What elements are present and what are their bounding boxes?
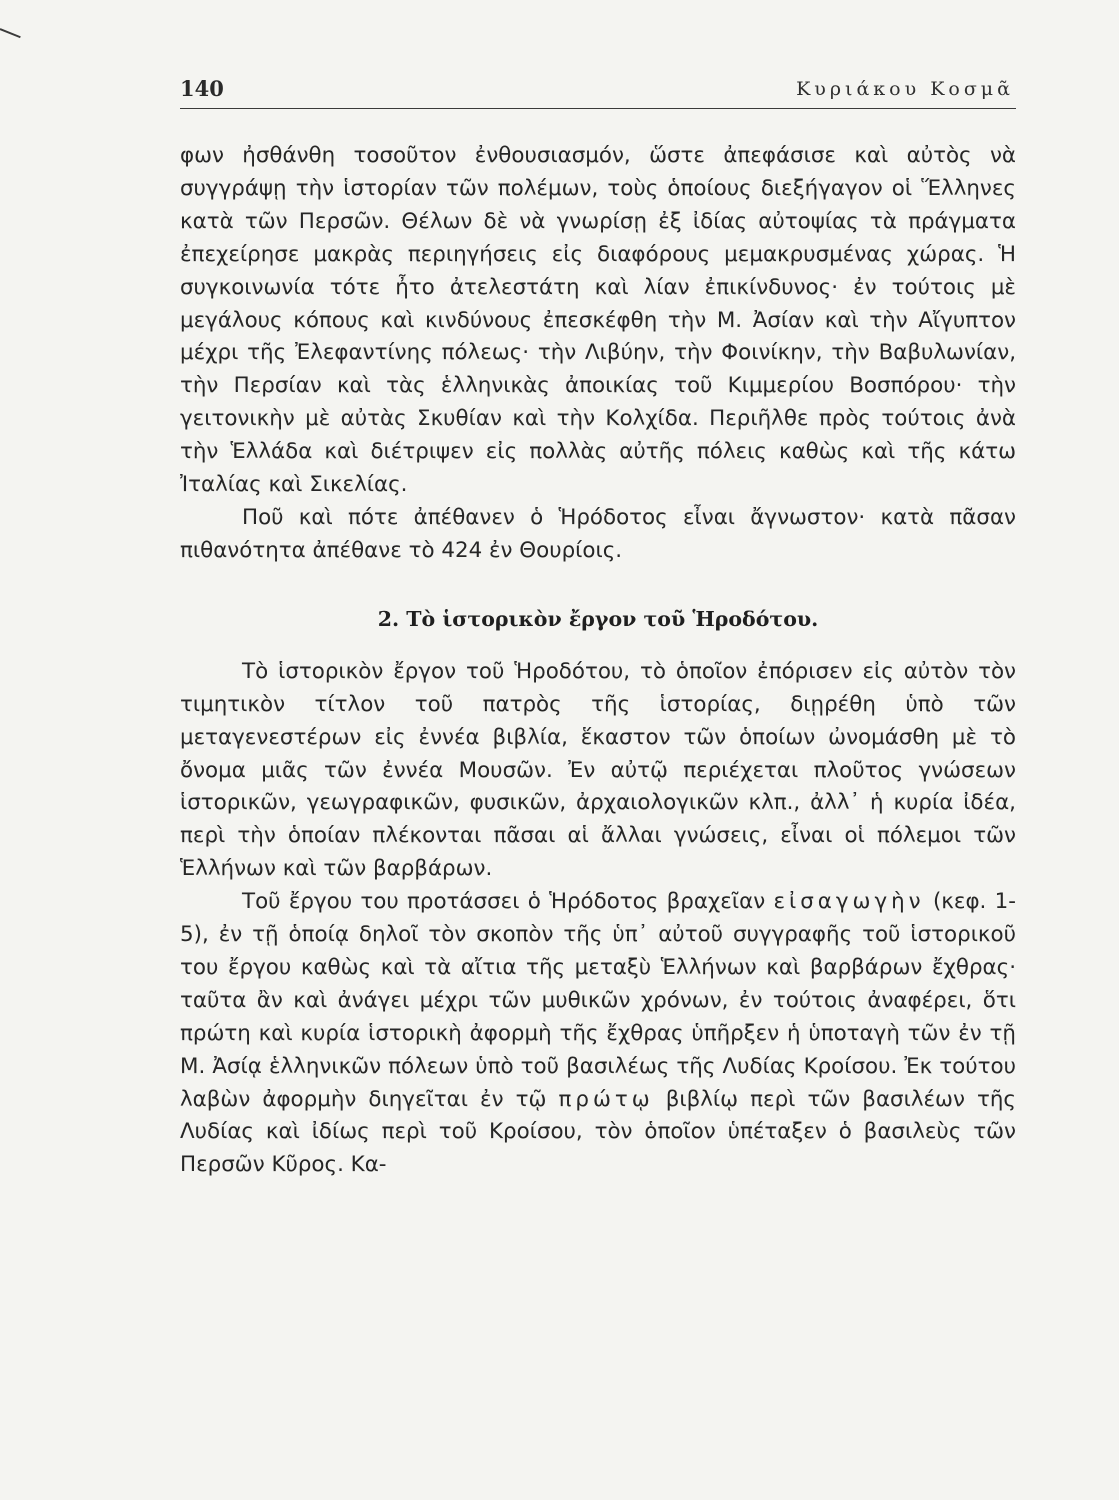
spaced-term-first: πρώτῳ	[558, 1086, 654, 1112]
paragraph-4-part-a: Τοῦ ἔργου του προτάσσει ὁ Ἡρόδοτος βραχεῖαν	[242, 889, 766, 915]
paragraph-4-part-c: βιβλίῳ περὶ τῶν βασιλέων τῆς Λυδίας καὶ ἰδίως περὶ τοῦ Κροίσου, τὸν ὁποῖον ὑπέταξεν ὁ βασιλεὺς τῶν Περσῶν Κῦρος. Κα-	[180, 1086, 1016, 1178]
paragraph-4-part-b: (κεφ. 1-5), ἐν τῇ ὁποίᾳ δηλοῖ τὸν σκοπὸν τῆς ὑπ᾽ αὐτοῦ συγγραφῆς τοῦ ἱστορικοῦ του ἔργου καθὼς καὶ τὰ αἴτια τῆς μεταξὺ Ἑλλήνων καὶ βαρβάρων ἔχθρας· ταῦτα ἂν καὶ ἀνάγει μέχρι τῶν μυθικῶν χρόνων, ἐν τούτοις ἀναφέρει, ὅτι πρώτη καὶ κυρία ἱστορικὴ ἀφορμὴ τῆς ἔχθρας ὑπῆρξεν ἡ ὑποταγὴ τῶν ἐν τῇ Μ. Ἀσίᾳ ἑλληνικῶν πόλεων ὑπὸ τοῦ βασιλέως τῆς Λυδίας Κροίσου. Ἐκ τούτου λαβὼν ἀφορμὴν διηγεῖται ἐν τῷ	[180, 889, 1016, 1112]
scan-corner-mark	[0, 28, 21, 38]
paragraph-3: Τὸ ἱστορικὸν ἔργον τοῦ Ἡροδότου, τὸ ὁποῖον ἐπόρισεν εἰς αὐτὸν τὸν τιμητικὸν τίτλον τοῦ πατρὸς τῆς ἱστορίας, διῃρέθη ὑπὸ τῶν μεταγενεστέρων εἰς ἐννέα βιβλία, ἕκαστον τῶν ὁποίων ὠνομάσθη μὲ τὸ ὄνομα μιᾶς τῶν ἐννέα Μουσῶν. Ἐν αὐτῷ περιέχεται πλοῦτος γνώσεων ἱστορικῶν, γεωγραφικῶν, φυσικῶν, ἀρχαιολογικῶν κλπ., ἀλλ᾽ ἡ κυρία ἰδέα, περὶ τὴν ὁποίαν πλέκονται πᾶσαι αἱ ἄλλαι γνώσεις, εἶναι οἱ πόλεμοι τῶν Ἑλλήνων καὶ τῶν βαρβάρων.	[180, 658, 1016, 882]
page-number: 140	[180, 76, 224, 101]
body-text	[180, 140, 1016, 1182]
paragraph-2: Ποῦ καὶ πότε ἀπέθανεν ὁ Ἡρόδοτος εἶναι ἄγνωστον· κατὰ πᾶσαν πιθανότητα ἀπέθανε τὸ 424 ἐν Θουρίοις.	[180, 504, 1016, 563]
paragraph-1: φων ἠσθάνθη τοσοῦτον ἐνθουσιασμόν, ὥστε ἀπεφάσισε καὶ αὐτὸς νὰ συγγράψῃ τὴν ἱστορίαν τῶν πολέμων, τοὺς ὁποίους διεξήγαγον οἱ Ἕλληνες κατὰ τῶν Περσῶν. Θέλων δὲ νὰ γνωρίσῃ ἐξ ἰδίας αὐτοψίας τὰ πράγματα ἐπεχείρησε μακρὰς περιηγήσεις εἰς διαφόρους μεμακρυσμένας χώρας. Ἡ συγκοινωνία τότε ἦτο ἀτελεστάτη καὶ λίαν ἐπικίνδυνος· ἐν τούτοις μὲ μεγάλους κόπους καὶ κινδύνους ἐπεσκέφθη τὴν Μ. Ἀσίαν καὶ τὴν Αἴγυπτον μέχρι τῆς Ἐλεφαντίνης πόλεως· τὴν Λιβύην, τὴν Φοινίκην, τὴν Βαβυλωνίαν, τὴν Περσίαν καὶ τὰς ἑλληνικὰς ἀποικίας τοῦ Κιμμερίου Βοσπόρου· τὴν γειτονικὴν μὲ αὐτὰς Σκυθίαν καὶ τὴν Κολχίδα. Περιῆλθε πρὸς τούτοις ἀνὰ τὴν Ἑλλάδα καὶ διέτριψεν εἰς πολλὰς αὐτῆς πόλεις καθὼς καὶ τῆς κάτω Ἰταλίας καὶ Σικελίας.	[180, 143, 1016, 498]
paragraph-4	[180, 886, 1016, 1182]
running-head: Κυριάκου Κοσμᾶ	[796, 78, 1014, 100]
section-heading: 2. Τὸ ἱστορικὸν ἔργον τοῦ Ἡροδότου.	[377, 606, 819, 631]
spaced-term-introduction: εἰσαγωγὴν	[773, 889, 925, 915]
page-header	[180, 74, 1016, 109]
